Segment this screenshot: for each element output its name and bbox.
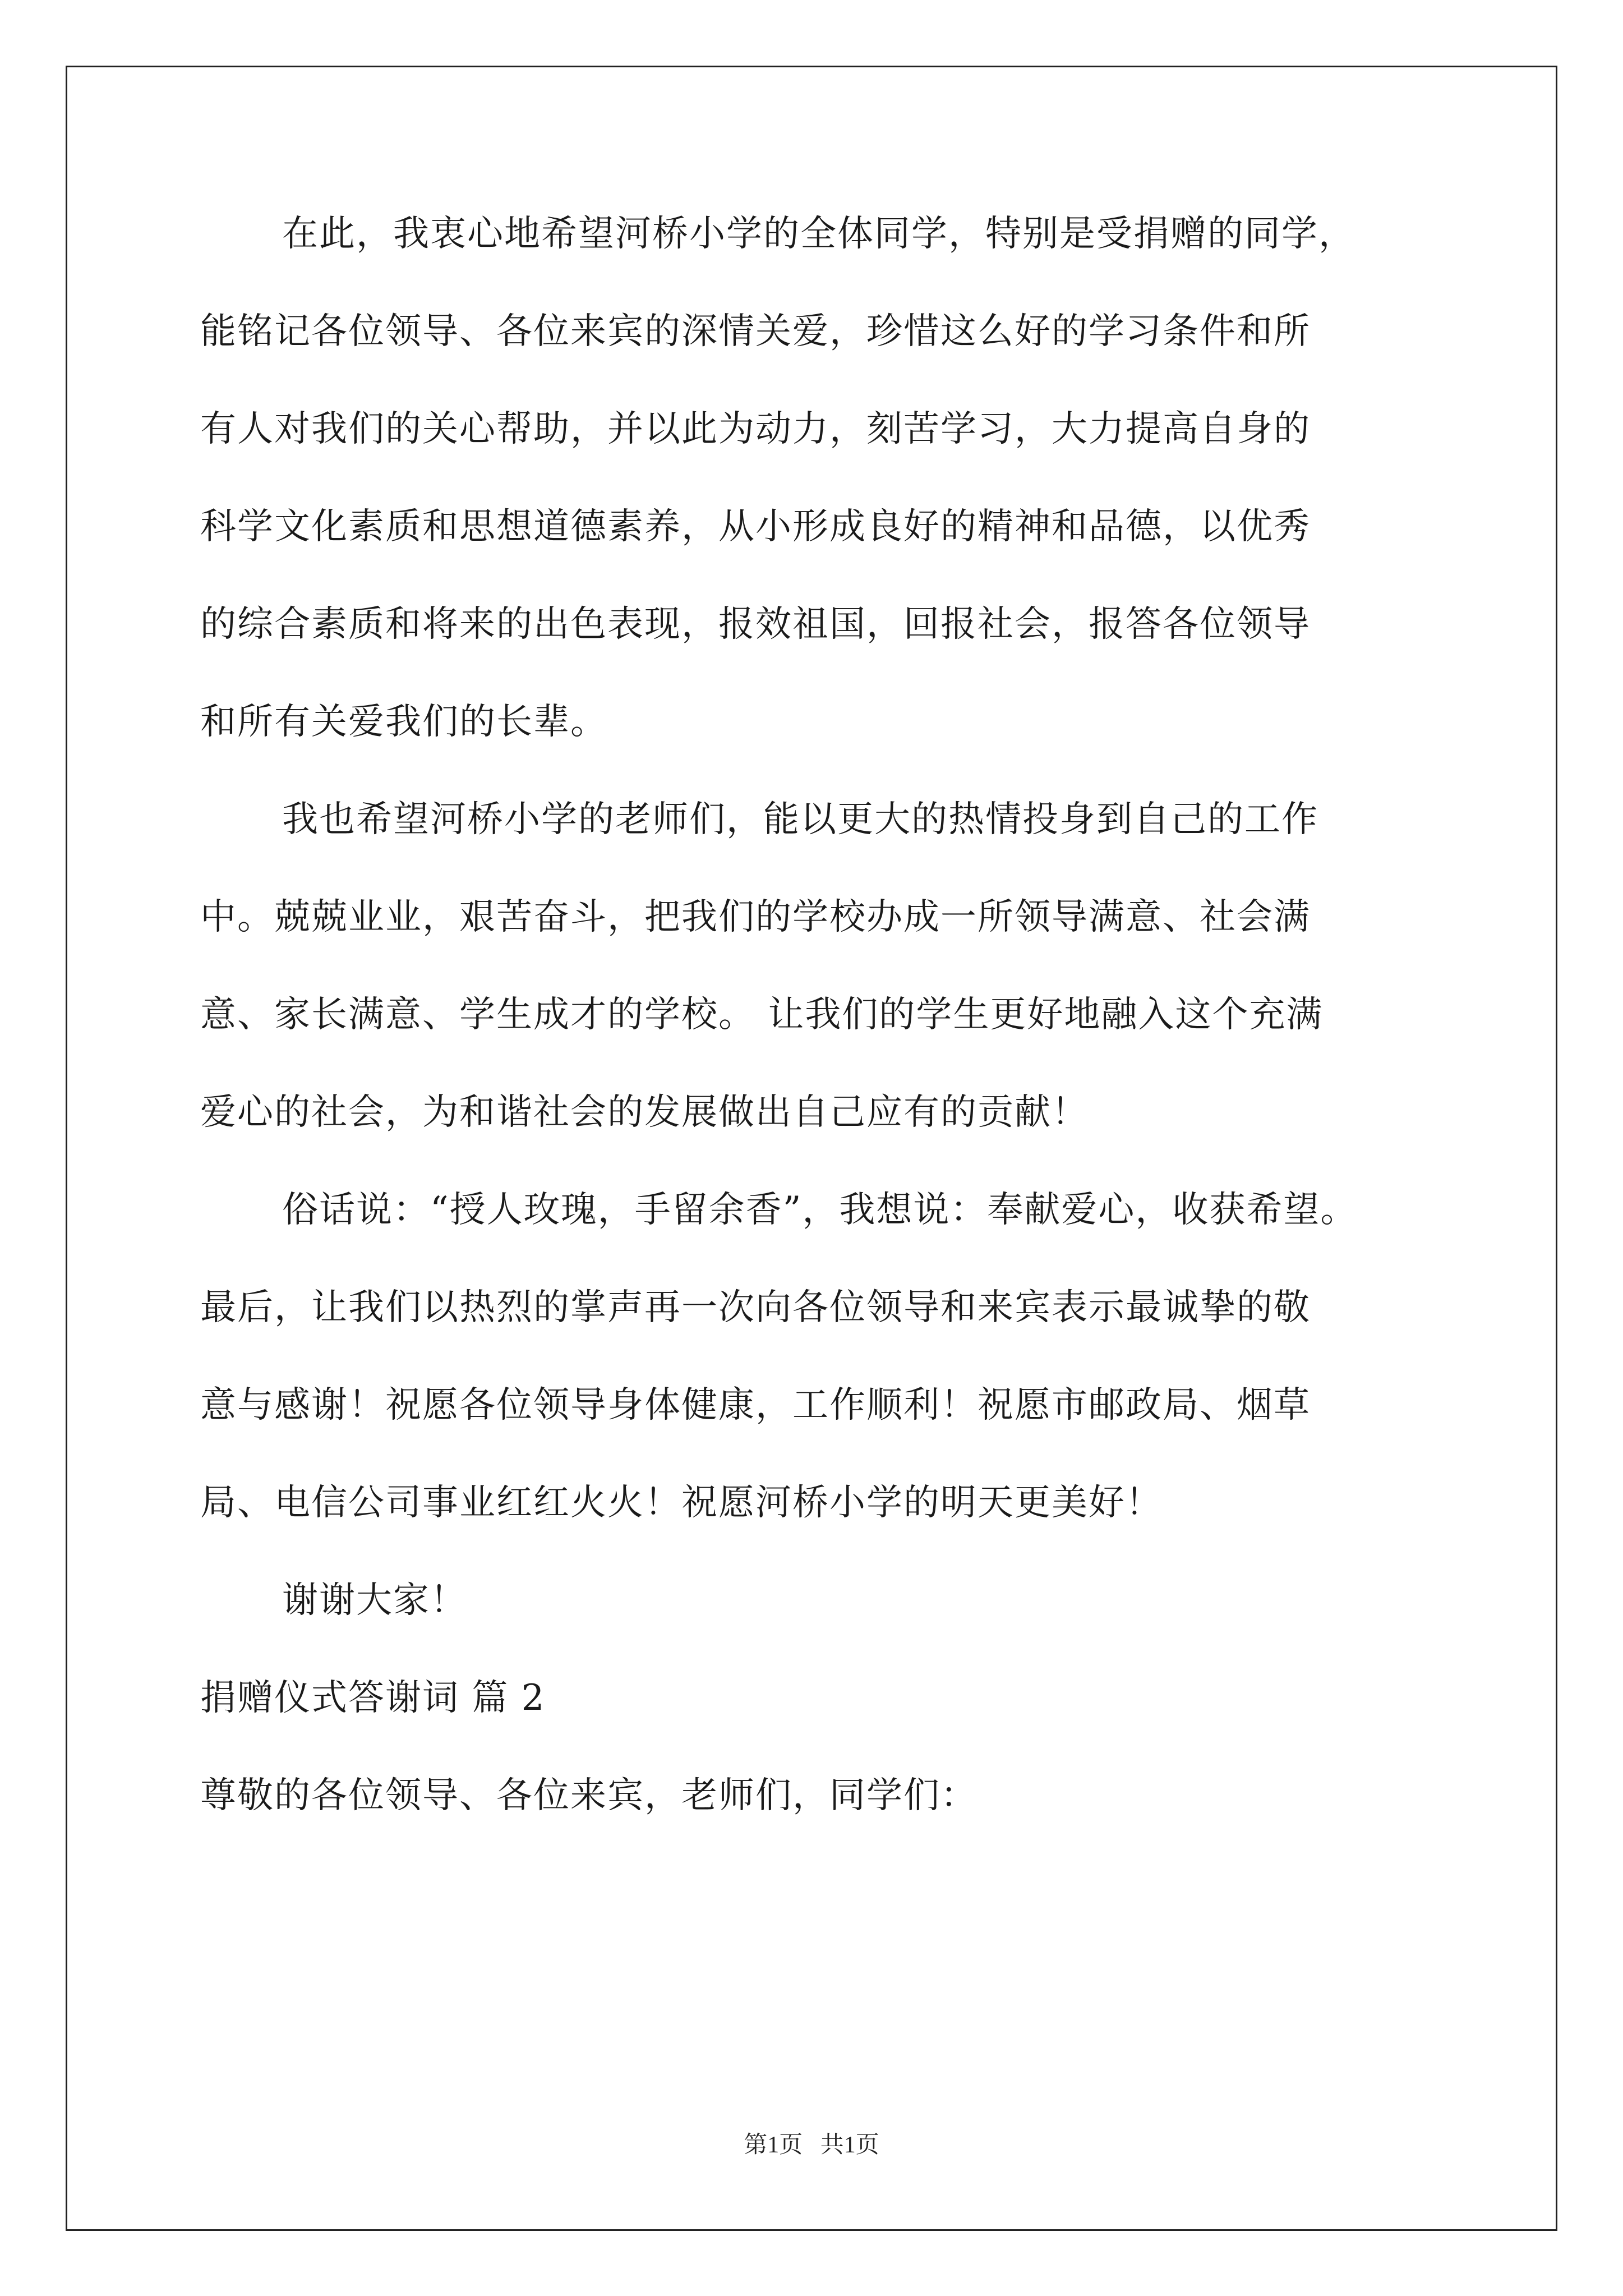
paragraph-2	[200, 771, 1423, 1161]
text-line: 局、电信公司事业红红火火！祝愿河桥小学的明天更美好！	[200, 1482, 1163, 1524]
page-number-footer: 第1页 共1页	[744, 2132, 879, 2158]
text-line: 能铭记各位领导、各位来宾的深情关爱，珍惜这么好的学习条件和所	[200, 311, 1311, 352]
document-body	[200, 185, 1423, 1844]
salutation: 尊敬的各位领导、各位来宾，老师们，同学们：	[200, 1775, 978, 1816]
text-line: 最后，让我们以热烈的掌声再一次向各位领导和来宾表示最诚挚的敬	[200, 1287, 1311, 1328]
text-line: 有人对我们的关心帮助，并以此为动力，刻苦学习，大力提高自身的	[200, 408, 1311, 450]
text-line: 俗话说：“授人玫瑰，手留余香”，我想说：奉献爱心，收获希望。	[282, 1189, 1358, 1231]
text-line: 意、家长满意、学生成才的学校。 让我们的学生更好地融入这个充满	[200, 994, 1324, 1036]
paragraph-4	[200, 1552, 1423, 1649]
text-line: 谢谢大家！	[282, 1580, 467, 1621]
text-line: 和所有关爱我们的长辈。	[200, 701, 607, 743]
paragraph-3	[200, 1161, 1423, 1552]
text-line: 的综合素质和将来的出色表现，报效祖国，回报社会，报答各位领导	[200, 604, 1311, 645]
text-line: 中。兢兢业业，艰苦奋斗，把我们的学校办成一所领导满意、社会满	[200, 896, 1311, 938]
text-line: 科学文化素质和思想道德素养，从小形成良好的精神和品德，以优秀	[200, 506, 1311, 547]
text-line: 意与感谢！祝愿各位领导身体健康，工作顺利！祝愿市邮政局、烟草	[200, 1384, 1311, 1426]
text-line: 在此，我衷心地希望河桥小学的全体同学，特别是受捐赠的同学，	[282, 213, 1355, 255]
text-line: 我也希望河桥小学的老师们，能以更大的热情投身到自己的工作	[282, 799, 1318, 840]
paragraph-1	[200, 185, 1423, 771]
section-heading: 捐赠仪式答谢词 篇 2	[200, 1677, 546, 1719]
text-line: 爱心的社会，为和谐社会的发展做出自己应有的贡献！	[200, 1092, 1089, 1133]
